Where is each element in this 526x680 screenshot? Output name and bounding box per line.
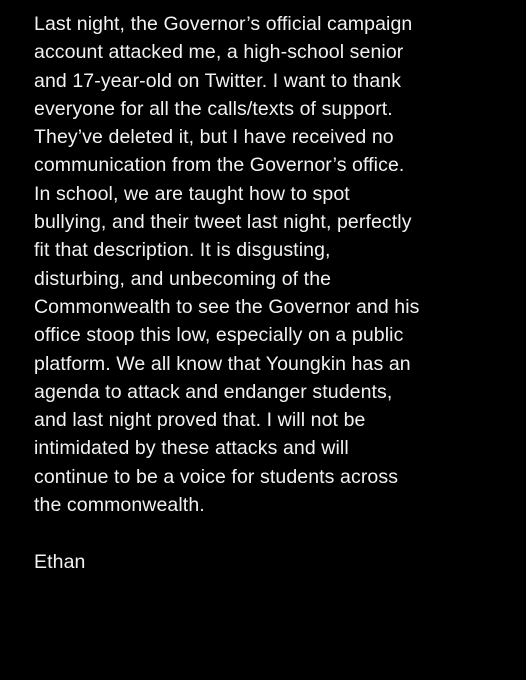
note-line: account attacked me, a high-school senior <box>34 41 404 64</box>
note-line: intimidated by these attacks and will <box>34 437 349 460</box>
note-line: and 17-year-old on Twitter. I want to thank <box>34 69 402 92</box>
note-line: In school, we are taught how to spot <box>34 182 350 205</box>
note-line: the commonwealth. <box>34 494 205 517</box>
note-line: agenda to attack and endanger students, <box>34 380 393 403</box>
note-line: bullying, and their tweet last night, perfectly <box>34 211 412 234</box>
note-line: and last night proved that. I will not be <box>34 409 366 432</box>
note-line: continue to be a voice for students across <box>34 465 399 488</box>
note-line: Commonwealth to see the Governor and his <box>34 295 420 318</box>
signature: Ethan <box>34 550 86 573</box>
note-text-body[interactable] <box>34 10 508 576</box>
note-line: communication from the Governor’s office. <box>34 154 405 177</box>
note-line: office stoop this low, especially on a public <box>34 324 404 347</box>
note-line: They’ve deleted it, but I have received no <box>34 126 394 149</box>
note-line: fit that description. It is disgusting, <box>34 239 331 262</box>
note-line: everyone for all the calls/texts of support. <box>34 97 393 120</box>
note-line: disturbing, and unbecoming of the <box>34 267 332 290</box>
note-line: platform. We all know that Youngkin has an <box>34 352 411 375</box>
blank-line <box>34 519 508 547</box>
note-line: Last night, the Governor’s official campaign <box>34 13 413 35</box>
